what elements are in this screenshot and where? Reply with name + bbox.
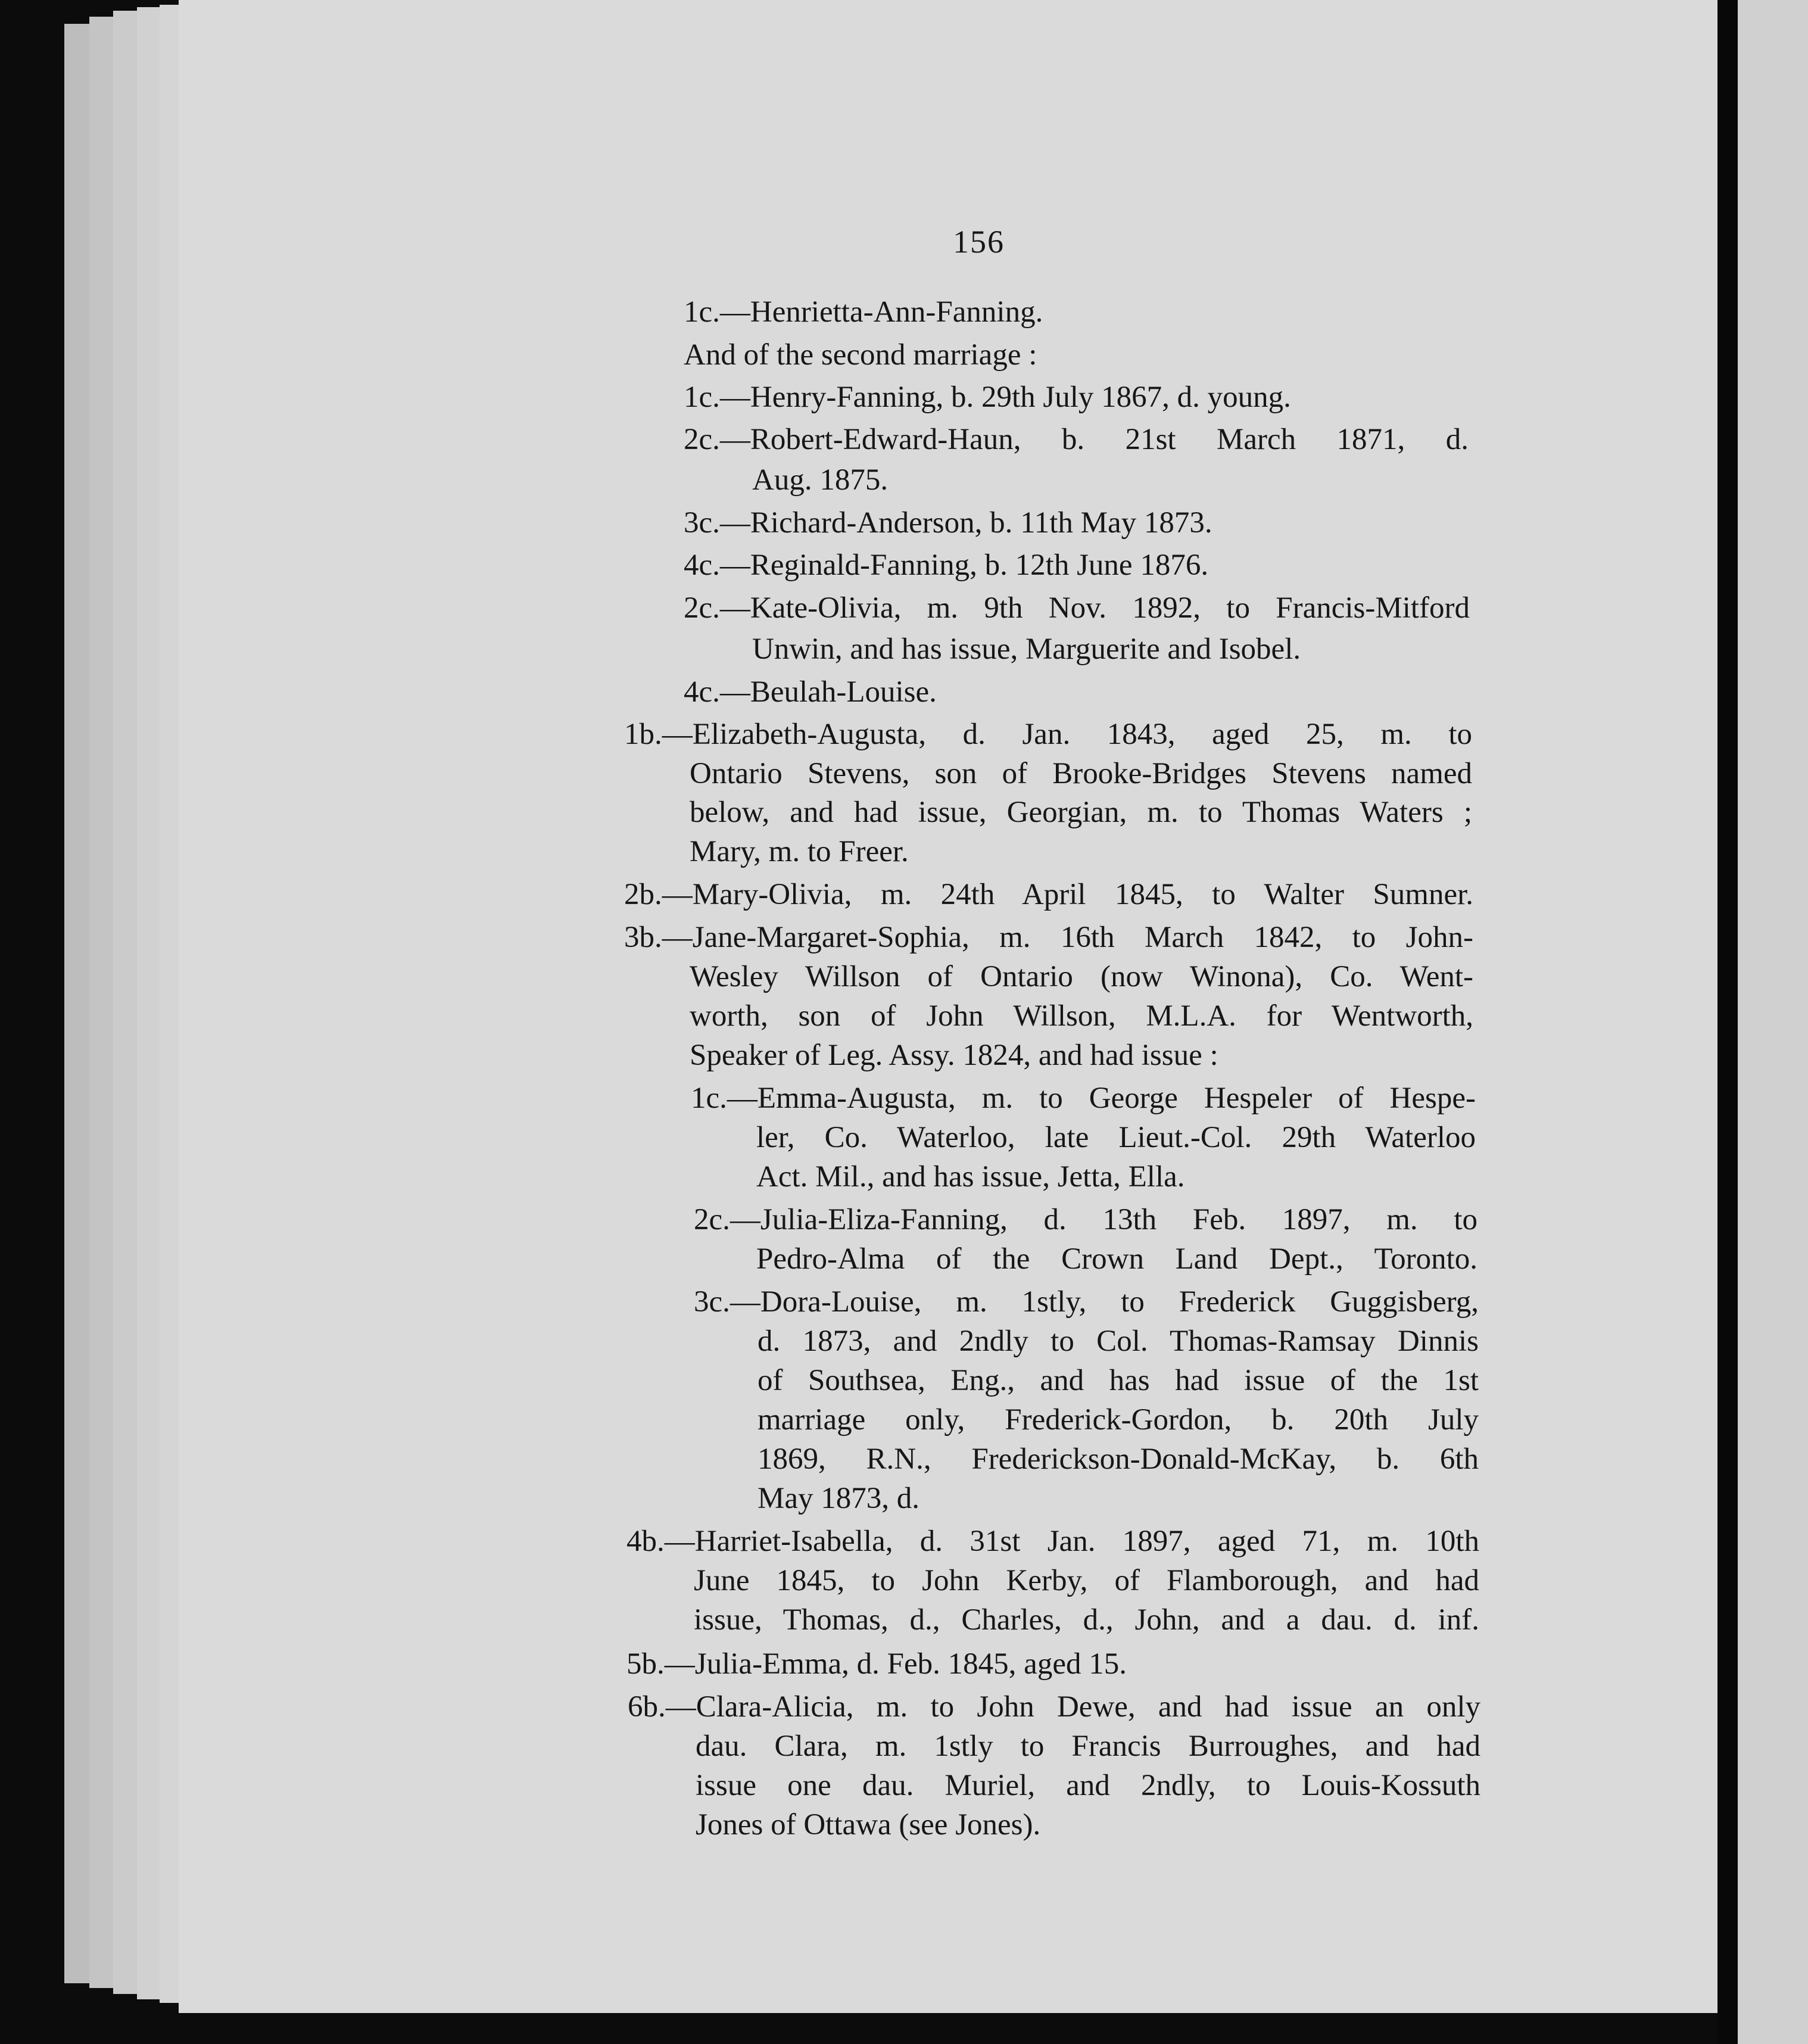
text-line: May 1873, d. xyxy=(758,1482,919,1515)
text-line: below, and had issue, Georgian, m. to Thomas Waters ; xyxy=(690,796,1472,829)
text-line: Act. Mil., and has issue, Jetta, Ella. xyxy=(756,1160,1185,1194)
facing-page-edge xyxy=(1738,0,1808,2044)
text-line: Ontario Stevens, son of Brooke-Bridges Stevens named xyxy=(690,757,1472,790)
text-line: 1869, R.N., Frederickson-Donald-McKay, b. 6th xyxy=(758,1442,1479,1476)
text-line: June 1845, to John Kerby, of Flamborough, and had xyxy=(694,1564,1479,1597)
text-line: 1c.—Henry-Fanning, b. 29th July 1867, d. young. xyxy=(684,381,1291,414)
text-line: ler, Co. Waterloo, late Lieut.-Col. 29th Waterloo xyxy=(756,1121,1476,1154)
text-line: 3c.—Richard-Anderson, b. 11th May 1873. xyxy=(684,506,1212,540)
text-line: Wesley Willson of Ontario (now Winona), Co. Went- xyxy=(690,960,1473,993)
text-line: Pedro-Alma of the Crown Land Dept., Toronto. xyxy=(756,1242,1477,1276)
text-line: 1b.—Elizabeth-Augusta, d. Jan. 1843, aged 25, m. to xyxy=(624,718,1472,751)
text-line: marriage only, Frederick-Gordon, b. 20th July xyxy=(758,1403,1479,1437)
text-line: And of the second marriage : xyxy=(684,338,1037,372)
text-line: Aug. 1875. xyxy=(752,463,889,497)
text-line: Unwin, and has issue, Marguerite and Isobel. xyxy=(752,632,1301,666)
text-line: 4c.—Beulah-Louise. xyxy=(684,675,937,709)
text-line: issue one dau. Muriel, and 2ndly, to Louis-Kossuth xyxy=(696,1769,1480,1802)
text-line: Speaker of Leg. Assy. 1824, and had issue : xyxy=(690,1039,1218,1072)
text-line: 3c.—Dora-Louise, m. 1stly, to Frederick Guggisberg, xyxy=(694,1285,1479,1319)
text-line: issue, Thomas, d., Charles, d., John, and a dau. d. inf. xyxy=(694,1603,1479,1637)
text-line: 2c.—Julia-Eliza-Fanning, d. 13th Feb. 1897, m. to xyxy=(694,1203,1477,1236)
text-line: Jones of Ottawa (see Jones). xyxy=(696,1808,1041,1842)
text-line: 6b.—Clara-Alicia, m. to John Dewe, and had issue an only xyxy=(628,1690,1480,1724)
text-line: 5b.—Julia-Emma, d. Feb. 1845, aged 15. xyxy=(626,1647,1127,1681)
text-line: of Southsea, Eng., and has had issue of the 1st xyxy=(758,1364,1479,1397)
text-line: 2c.—Kate-Olivia, m. 9th Nov. 1892, to Francis-Mitford xyxy=(684,591,1470,625)
text-line: 1c.—Henrietta-Ann-Fanning. xyxy=(684,295,1043,329)
text-line: 1c.—Emma-Augusta, m. to George Hespeler of Hespe- xyxy=(691,1082,1476,1115)
text-line: 2c.—Robert-Edward-Haun, b. 21st March 1871, d. xyxy=(684,423,1469,456)
text-line: 4c.—Reginald-Fanning, b. 12th June 1876. xyxy=(684,549,1209,582)
text-line: dau. Clara, m. 1stly to Francis Burroughes, and had xyxy=(696,1730,1480,1763)
text-line: worth, son of John Willson, M.L.A. for Wentworth, xyxy=(690,999,1473,1033)
page-number: 156 xyxy=(953,224,1005,260)
text-line: 3b.—Jane-Margaret-Sophia, m. 16th March 1842, to John- xyxy=(624,921,1473,954)
text-line: 2b.—Mary-Olivia, m. 24th April 1845, to Walter Sumner. xyxy=(624,878,1473,911)
text-line: d. 1873, and 2ndly to Col. Thomas-Ramsay Dinnis xyxy=(758,1325,1479,1358)
book-spine xyxy=(1717,0,1738,2044)
text-line: 4b.—Harriet-Isabella, d. 31st Jan. 1897, aged 71, m. 10th xyxy=(626,1525,1479,1558)
text-line: Mary, m. to Freer. xyxy=(690,835,909,868)
